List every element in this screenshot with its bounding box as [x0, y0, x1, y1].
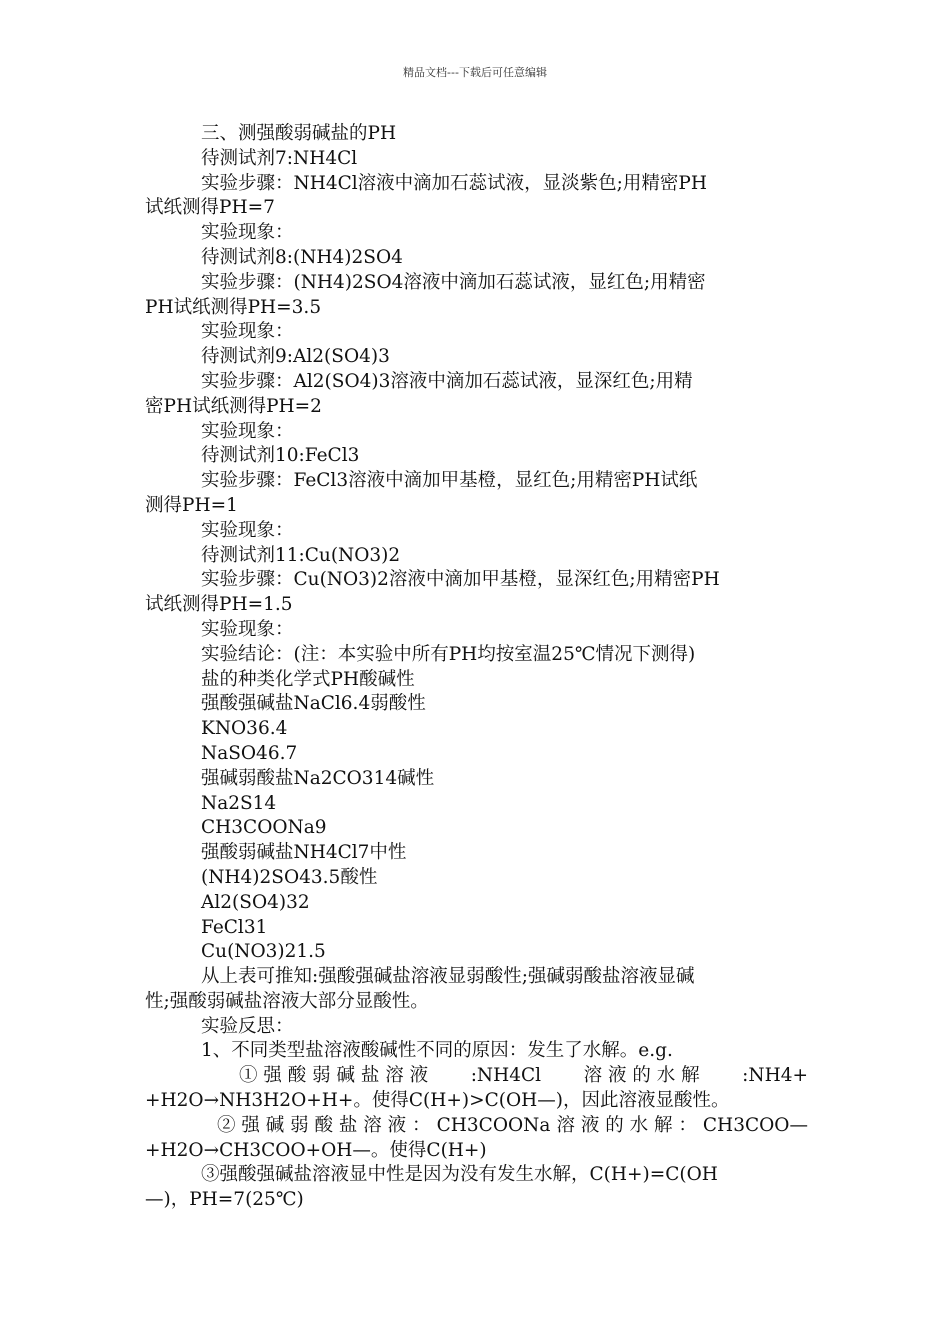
text-line: 实验步骤：Al2(SO4)3溶液中滴加石蕊试液，显深红色;用精: [201, 370, 693, 392]
text-line: 1、不同类型盐溶液酸碱性不同的原因：发生了水解。e.g.: [201, 1040, 673, 1062]
text-line: 待测试剂11:Cu(NO3)2: [201, 544, 401, 566]
justified-segment: ① 强 酸 弱 碱 盐 溶 液: [239, 1065, 429, 1087]
justified-segment: 溶 液 的 水 解: [583, 1065, 700, 1087]
text-line: 强碱弱酸盐Na2CO314碱性: [201, 767, 435, 789]
text-line: Al2(SO4)32: [201, 891, 310, 913]
justified-segment: CH3COONa: [436, 1114, 551, 1136]
text-line: 待测试剂7:NH4Cl: [201, 147, 358, 169]
text-line: 实验现象：: [201, 222, 294, 244]
text-line: 实验现象：: [201, 618, 294, 640]
text-line: 实验现象：: [201, 420, 294, 442]
text-line: PH试纸测得PH=3.5: [145, 296, 322, 318]
text-line: ③强酸强碱盐溶液显中性是因为没有发生水解，C(H+)=C(OH: [201, 1164, 718, 1186]
text-line: 强酸强碱盐NaCl6.4弱酸性: [201, 693, 426, 715]
text-line: 盐的种类化学式PH酸碱性: [201, 668, 415, 690]
text-line: (NH4)2SO43.5酸性: [201, 866, 378, 888]
justified-line-2: [145, 1114, 808, 1139]
text-line: 试纸测得PH=7: [145, 197, 275, 219]
text-line: 三、测强酸弱碱盐的PH: [201, 123, 397, 144]
text-line: 实验现象：: [201, 321, 294, 343]
text-line: 待测试剂9:Al2(SO4)3: [201, 346, 390, 368]
paragraph-block-c: [145, 1139, 808, 1213]
text-line: 从上表可推知:强酸强碱盐溶液显弱酸性;强碱弱酸盐溶液显碱: [201, 966, 695, 988]
justified-segment: CH3COO—: [702, 1114, 808, 1136]
text-line: 实验步骤：Cu(NO3)2溶液中滴加甲基橙，显深红色;用精密PH: [201, 569, 720, 591]
text-line: 待测试剂8:(NH4)2SO4: [201, 246, 403, 268]
text-line: +H2O→CH3COO+OH—。使得C(H+): [145, 1139, 487, 1161]
text-line: CH3COONa9: [201, 817, 327, 839]
text-line: +H2O→NH3H2O+H+。使得C(H+)>C(OH—)，因此溶液显酸性。: [145, 1090, 730, 1112]
text-line: 实验现象：: [201, 519, 294, 541]
justified-segment: ② 强 碱 弱 酸 盐 溶 液 ：: [217, 1114, 431, 1136]
text-line: 实验步骤：(NH4)2SO4溶液中滴加石蕊试液，显红色;用精密: [201, 271, 706, 293]
text-line: KNO36.4: [201, 718, 288, 740]
justified-segment: 溶 液 的 水 解 ：: [556, 1114, 697, 1136]
text-line: 测得PH=1: [145, 494, 238, 516]
text-line: Cu(NO3)21.5: [201, 941, 326, 963]
text-line: NaSO46.7: [201, 742, 298, 764]
text-line: —)，PH=7(25℃): [145, 1189, 304, 1211]
justified-segment: :NH4+: [742, 1065, 808, 1087]
text-line: FeCl31: [201, 916, 268, 938]
text-line: 实验结论：(注：本实验中所有PH均按室温25℃情况下测得): [201, 643, 696, 665]
text-line: 实验步骤：NH4Cl溶液中滴加石蕊试液，显淡紫色;用精密PH: [201, 172, 707, 194]
text-line: 实验反思：: [201, 1015, 294, 1037]
text-line: 强酸弱碱盐NH4Cl7中性: [201, 842, 407, 864]
paragraph-block-b: [145, 1089, 808, 1114]
text-line: 实验步骤：FeCl3溶液中滴加甲基橙，显红色;用精密PH试纸: [201, 470, 698, 492]
text-line: 试纸测得PH=1.5: [145, 594, 293, 616]
justified-line-1: [145, 1064, 808, 1089]
text-line: Na2S14: [201, 792, 277, 814]
text-line: 待测试剂10:FeCl3: [201, 445, 360, 467]
document-body: [145, 122, 808, 1213]
text-line: 密PH试纸测得PH=2: [145, 395, 322, 417]
justified-segment: :NH4Cl: [470, 1065, 542, 1087]
text-line: 性;强酸弱碱盐溶液大部分显酸性。: [145, 990, 429, 1012]
paragraph-block-a: [145, 122, 808, 1064]
page-header: 精品文档---下载后可任意编辑: [403, 66, 547, 79]
